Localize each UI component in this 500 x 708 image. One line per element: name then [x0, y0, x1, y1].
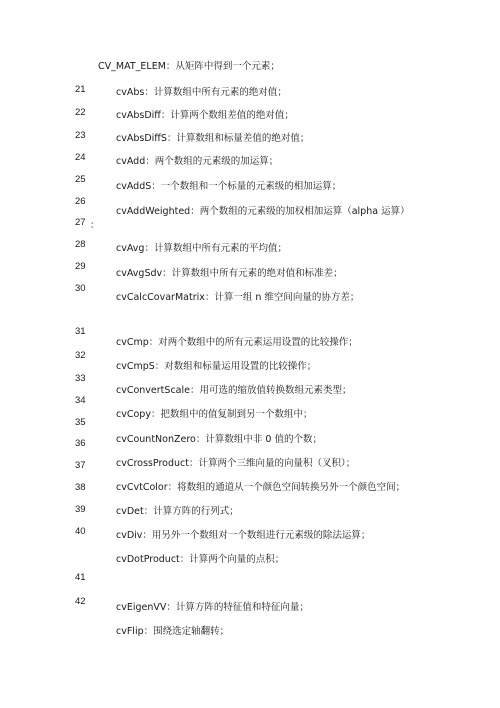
- line-number: 41: [75, 572, 86, 583]
- entry-text: cvAbsDiff：计算两个数组差值的绝对值；: [116, 110, 294, 121]
- line-number: 39: [75, 504, 86, 515]
- line-number: 26: [75, 196, 86, 207]
- line-number: 25: [75, 174, 86, 185]
- heading-line: CV_MAT_ELEM：从矩阵中得到一个元素；: [98, 61, 280, 72]
- entry-text: cvConvertScale：用可选的缩放值转换数组元素类型；: [116, 385, 352, 396]
- entry-text: cvCountNonZero：计算数组中非 0 值的个数；: [116, 434, 322, 445]
- line-number: 37: [75, 460, 86, 471]
- line-number: 40: [75, 526, 86, 537]
- entry-text: cvAbsDiffS：计算数组和标量差值的绝对值；: [116, 133, 310, 144]
- line-number: 24: [75, 152, 86, 163]
- entry-text: cvAvg：计算数组中所有元素的平均值；: [116, 243, 287, 254]
- line-number: 29: [75, 261, 86, 272]
- entry-text: cvAvgSdv：计算数组中所有元素的绝对值和标准差；: [116, 268, 343, 279]
- line-number: 42: [75, 596, 86, 607]
- entry-text: cvDet：计算方阵的行列式；: [116, 506, 239, 517]
- entry-text: cvFlip：围绕选定轴翻转；: [116, 626, 230, 637]
- line-number: 22: [75, 107, 86, 118]
- line-number: 27: [75, 217, 86, 228]
- line-number: 38: [75, 482, 86, 493]
- line-number: 28: [75, 239, 86, 250]
- entry-text: cvCmpS：对数组和标量运用设置的比较操作；: [116, 361, 317, 372]
- line-number: 34: [75, 395, 86, 406]
- entry-text: cvCalcCovarMatrix：计算一组 n 维空间向量的协方差；: [116, 292, 360, 303]
- entry-text: cvAddS：一个数组和一个标量的元素级的相加运算；: [116, 181, 342, 192]
- entry-text: cvDiv：用另外一个数组对一个数组进行元素级的除法运算；: [116, 530, 371, 541]
- entry-text: cvCrossProduct：计算两个三维向量的向量积（叉积）；: [116, 458, 356, 469]
- entry-text: cvAbs：计算数组中所有元素的绝对值；: [116, 87, 287, 98]
- entry-text: cvAdd：两个数组的元素级的加运算；: [116, 156, 279, 167]
- entry-text: cvAddWeighted：两个数组的元素级的加权相加运算（alpha 运算）: [116, 206, 410, 217]
- line-number: 33: [75, 373, 86, 384]
- line-number: 36: [75, 438, 86, 449]
- line-number: 30: [75, 283, 86, 294]
- line-number: 21: [75, 84, 86, 95]
- entry-text: cvDotProduct：计算两个向量的点积；: [116, 554, 285, 565]
- entry-text: cvCvtColor：将数组的通道从一个颜色空间转换另外一个颜色空间；: [116, 482, 406, 493]
- entry-text: cvCmp：对两个数组中的所有元素运用设置的比较操作；: [116, 337, 358, 348]
- line-number: 31: [75, 326, 86, 337]
- entry-text: cvEigenVV：计算方阵的特征值和特征向量；: [116, 602, 309, 613]
- line-number: 23: [75, 130, 86, 141]
- stray-colon-mark: ：: [90, 220, 100, 231]
- line-number: 35: [75, 417, 86, 428]
- entry-text: cvCopy：把数组中的值复制到另一个数组中；: [116, 409, 313, 420]
- line-number: 32: [75, 350, 86, 361]
